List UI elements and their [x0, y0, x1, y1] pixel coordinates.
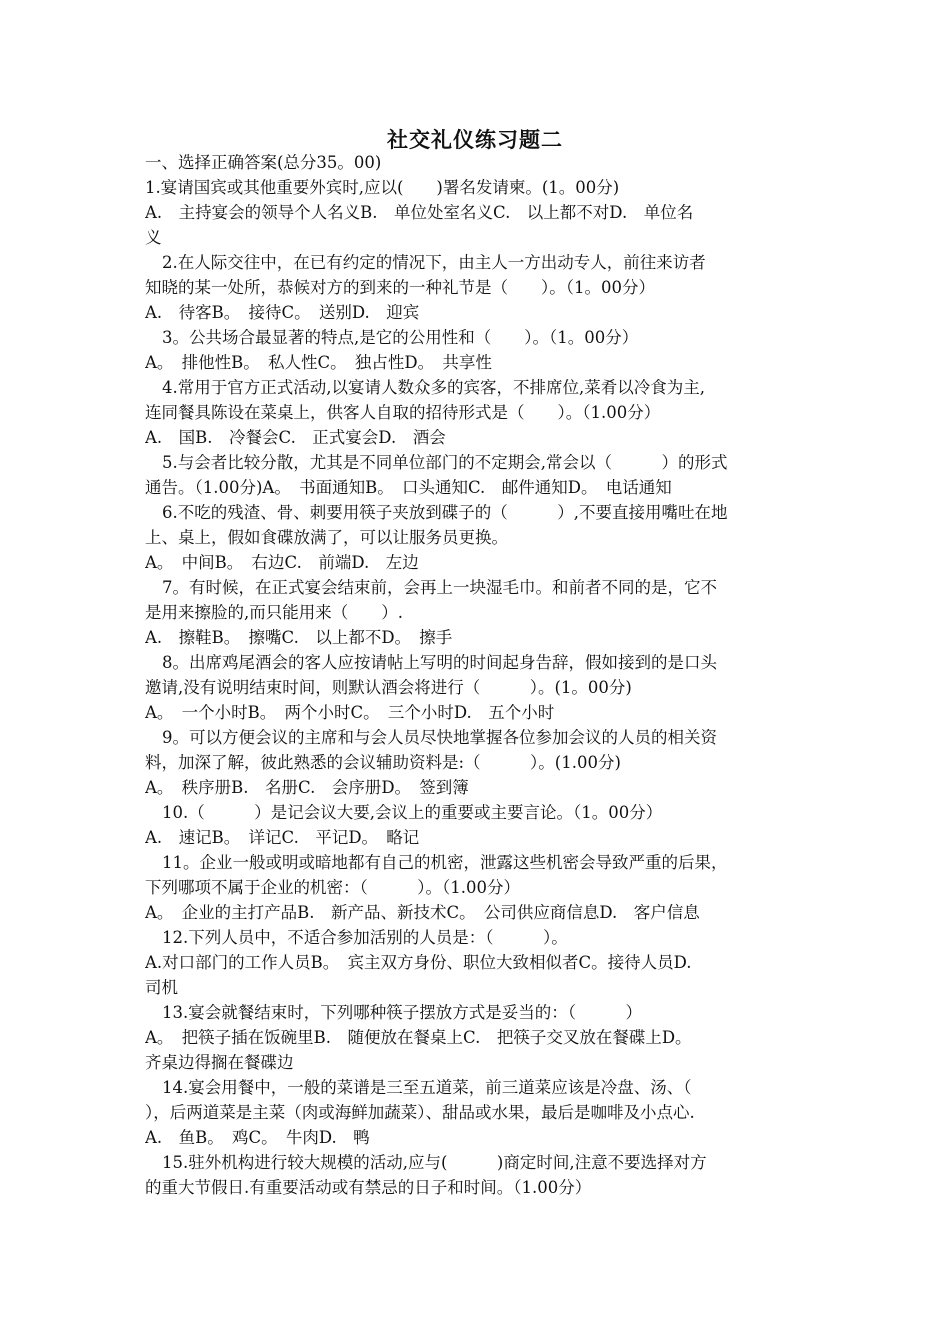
question-2-cont: 知晓的某一处所，恭候对方的到来的一种礼节是（ ）。（1。00分） [145, 278, 655, 297]
question-8: 8。出席鸡尾酒会的客人应按请帖上写明的时间起身告辞，假如接到的是口头 [162, 653, 717, 672]
question-5-cont: 通告。（1.00分)A。 书面通知B。 口头通知C. 邮件通知D。 电话通知 [145, 478, 672, 497]
question-8-cont: 邀请,没有说明结束时间，则默认酒会将进行（ ）。(1。00分) [145, 678, 632, 697]
question-10-options: A. 速记B。 详记C. 平记D。 略记 [145, 828, 420, 847]
question-12: 12.下列人员中，不适合参加活别的人员是：（ ）。 [162, 928, 568, 947]
question-7-options: A. 擦鞋B。 擦嘴C. 以上都不D。 擦手 [145, 628, 453, 647]
question-11-options: A。 企业的主打产品B. 新产品、新技术C。 公司供应商信息D. 客户信息 [145, 903, 700, 922]
question-14-options: A. 鱼B。 鸡C。 牛肉D. 鸭 [145, 1128, 370, 1147]
question-4-options: A. 国B. 冷餐会C. 正式宴会D. 酒会 [145, 428, 446, 447]
question-14: 14.宴会用餐中，一般的菜谱是三至五道菜，前三道菜应该是冷盘、汤、（ [162, 1078, 692, 1097]
question-4-cont: 连同餐具陈设在菜桌上，供客人自取的招待形式是（ ）。（1.00分） [145, 403, 661, 422]
question-14-cont: ），后两道菜是主菜（肉或海鲜加蔬菜）、甜品或水果，最后是咖啡及小点心. [145, 1103, 695, 1122]
question-6-cont: 上、桌上，假如食碟放满了，可以让服务员更换。 [145, 528, 508, 547]
question-12-options-cont: 司机 [145, 978, 178, 997]
question-6: 6.不吃的残渣、骨、刺要用筷子夹放到碟子的（ ）,不要直接用嘴吐在地 [162, 503, 728, 522]
question-3-options: A。 排他性B。 私人性C。 独占性D。 共享性 [145, 353, 492, 372]
question-13: 13.宴会就餐结束时，下列哪种筷子摆放方式是妥当的：（ ） [162, 1003, 642, 1022]
question-7: 7。有时候，在正式宴会结束前，会再上一块湿毛巾。和前者不同的是，它不 [162, 578, 717, 597]
question-8-options: A。 一个小时B。 两个小时C。 三个小时D. 五个小时 [145, 703, 555, 722]
question-1-options: A. 主持宴会的领导个人名义B. 单位处室名义C. 以上都不对D. 单位名 [145, 203, 694, 222]
page-title: 社交礼仪练习题二 [387, 127, 563, 152]
question-13-options: A。 把筷子插在饭碗里B. 随便放在餐桌上C. 把筷子交叉放在餐碟上D。 [145, 1028, 692, 1047]
section-heading: 一、选择正确答案(总分35。00) [145, 153, 382, 172]
question-10: 10.（ ）是记会议大要,会议上的重要或主要言论。（1。00分） [162, 803, 663, 822]
question-9: 9。可以方便会议的主席和与会人员尽快地掌握各位参加会议的人员的相关资 [162, 728, 717, 747]
question-6-options: A。 中间B。 右边C. 前端D. 左边 [145, 553, 419, 572]
question-5: 5.与会者比较分散，尤其是不同单位部门的不定期会,常会以（ ）的形式 [162, 453, 728, 472]
question-15: 15.驻外机构进行较大规模的活动,应与( )商定时间,注意不要选择对方 [162, 1153, 707, 1172]
question-1-options-cont: 义 [145, 228, 162, 247]
question-12-options: A.对口部门的工作人员B。 宾主双方身份、职位大致相似者C。接待人员D. [145, 953, 692, 972]
question-4: 4.常用于官方正式活动,以宴请人数众多的宾客，不排席位,菜肴以冷食为主, [162, 378, 705, 397]
question-2: 2.在人际交往中，在已有约定的情况下，由主人一方出动专人，前往来访者 [162, 253, 706, 272]
question-7-cont: 是用来擦脸的,而只能用来（ ）. [145, 603, 403, 622]
question-13-options-cont: 齐桌边得搁在餐碟边 [145, 1053, 294, 1072]
question-9-options: A。 秩序册B. 名册C. 会序册D。 签到簿 [145, 778, 469, 797]
question-11: 11。企业一般或明或暗地都有自己的机密，泄露这些机密会导致严重的后果， [162, 853, 728, 872]
question-9-cont: 料，加深了解，彼此熟悉的会议辅助资料是:（ ）。(1.00分) [145, 753, 621, 772]
question-11-cont: 下列哪项不属于企业的机密：（ ）。（1.00分） [145, 878, 520, 897]
question-1: 1.宴请国宾或其他重要外宾时,应以( )署名发请柬。(1。00分) [145, 178, 620, 197]
question-2-options: A. 待客B。 接待C。 送别D. 迎宾 [145, 303, 420, 322]
question-3: 3。公共场合最显著的特点,是它的公用性和（ ）。（1。00分） [162, 328, 639, 347]
question-15-cont: 的重大节假日.有重要活动或有禁忌的日子和时间。（1.00分） [145, 1178, 592, 1197]
